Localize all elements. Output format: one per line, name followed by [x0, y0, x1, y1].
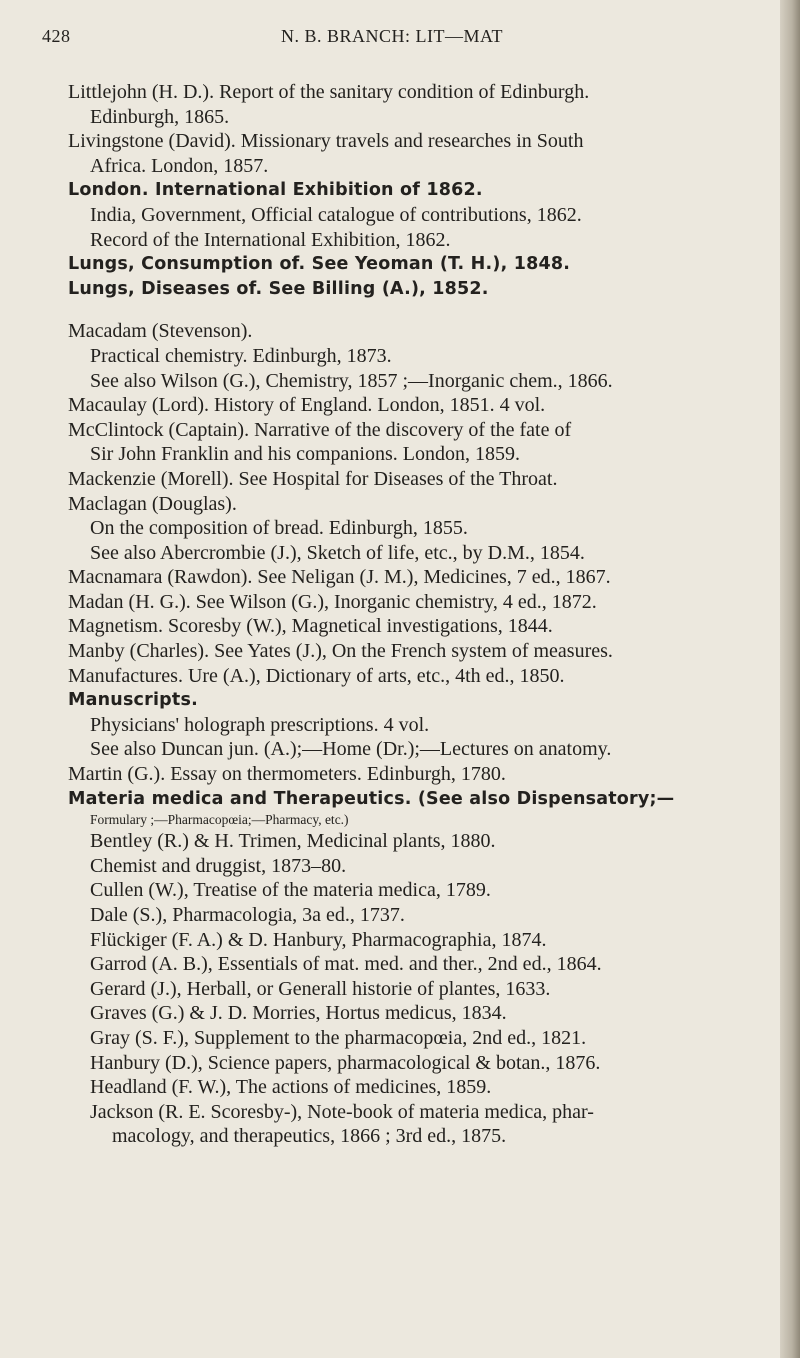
catalogue-entry-line: Record of the International Exhibition, 1862.: [90, 228, 451, 251]
catalogue-entry-line: Bentley (R.) & H. Trimen, Medicinal plants, 1880.: [90, 830, 496, 853]
catalogue-entry-line: See also Abercrombie (J.), Sketch of life, etc., by D.M., 1854.: [90, 541, 585, 564]
catalogue-entry-line: Madan (H. G.). See Wilson (G.), Inorganic chemistry, 4 ed., 1872.: [68, 590, 597, 613]
catalogue-entry-line: Magnetism. Scoresby (W.), Magnetical investigations, 1844.: [68, 615, 553, 638]
catalogue-entry-line: Jackson (R. E. Scoresby-), Note-book of materia medica, phar-: [90, 1100, 594, 1123]
catalogue-entry-line: Garrod (A. B.), Essentials of mat. med. and ther., 2nd ed., 1864.: [90, 953, 602, 976]
page-number: 428: [42, 26, 71, 46]
catalogue-entry-line: Materia medica and Therapeutics. (See also Dispensatory;—: [68, 788, 675, 809]
catalogue-entry-line: London. International Exhibition of 1862.: [68, 180, 483, 201]
catalogue-entry-line: Cullen (W.), Treatise of the materia medica, 1789.: [90, 879, 491, 902]
catalogue-entry-line: Formulary ;—Pharmacopœia;—Pharmacy, etc.): [90, 812, 349, 828]
catalogue-entry-line: macology, and therapeutics, 1866 ; 3rd ed., 1875.: [112, 1125, 507, 1148]
catalogue-entry-line: India, Government, Official catalogue of contributions, 1862.: [90, 203, 582, 226]
catalogue-entry-line: Manby (Charles). See Yates (J.), On the French system of measures.: [68, 640, 613, 663]
catalogue-entry-line: Macnamara (Rawdon). See Neligan (J. M.), Medicines, 7 ed., 1867.: [68, 566, 611, 589]
catalogue-entry-line: Practical chemistry. Edinburgh, 1873.: [90, 344, 392, 367]
catalogue-entry-line: Gerard (J.), Herball, or Generall historie of plantes, 1633.: [90, 977, 551, 1000]
catalogue-entry-line: Macaulay (Lord). History of England. London, 1851. 4 vol.: [68, 394, 546, 417]
catalogue-entry-line: Headland (F. W.), The actions of medicines, 1859.: [90, 1076, 492, 1099]
catalogue-entry-line: See also Wilson (G.), Chemistry, 1857 ;—Inorganic chem., 1866.: [90, 369, 613, 392]
catalogue-entry-line: Lungs, Diseases of. See Billing (A.), 1852.: [68, 278, 489, 299]
catalogue-entry-line: See also Duncan jun. (A.);—Home (Dr.);—Lectures on anatomy.: [90, 738, 612, 761]
catalogue-entry-line: Africa. London, 1857.: [90, 154, 269, 177]
catalogue-entry-line: Hanbury (D.), Science papers, pharmacological & botan., 1876.: [90, 1051, 601, 1074]
catalogue-entry-line: Mackenzie (Morell). See Hospital for Diseases of the Throat.: [68, 467, 558, 490]
catalogue-entry-line: McClintock (Captain). Narrative of the discovery of the fate of: [68, 418, 572, 441]
catalogue-entries: [68, 80, 758, 1149]
catalogue-entry-line: Manuscripts.: [68, 690, 198, 711]
catalogue-entry-line: Littlejohn (H. D.). Report of the sanitary condition of Edinburgh.: [68, 81, 590, 103]
catalogue-entry-line: Livingstone (David). Missionary travels and researches in South: [68, 130, 584, 153]
catalogue-entry-line: Edinburgh, 1865.: [90, 105, 230, 128]
catalogue-entry-line: Physicians' holograph prescriptions. 4 vol.: [90, 713, 430, 736]
catalogue-entry-line: Macadam (Stevenson).: [68, 320, 253, 343]
catalogue-entry-line: Gray (S. F.), Supplement to the pharmacopœia, 2nd ed., 1821.: [90, 1026, 587, 1049]
catalogue-entry-line: Chemist and druggist, 1873–80.: [90, 854, 347, 877]
page-header: [42, 26, 742, 50]
catalogue-entry-line: Sir John Franklin and his companions. London, 1859.: [90, 443, 520, 466]
catalogue-entry-line: Flückiger (F. A.) & D. Hanbury, Pharmacographia, 1874.: [90, 928, 547, 951]
catalogue-entry-line: Lungs, Consumption of. See Yeoman (T. H.), 1848.: [68, 254, 571, 275]
page-edge: [780, 0, 800, 1358]
catalogue-entry-line: Dale (S.), Pharmacologia, 3a ed., 1737.: [90, 904, 405, 926]
catalogue-entry-line: Graves (G.) & J. D. Morries, Hortus medicus, 1834.: [90, 1002, 507, 1025]
catalogue-entry-line: On the composition of bread. Edinburgh, 1855.: [90, 517, 468, 540]
running-head: N. B. BRANCH: LIT—MAT: [280, 26, 503, 46]
catalogue-entry-line: Manufactures. Ure (A.), Dictionary of arts, etc., 4th ed., 1850.: [68, 664, 565, 687]
catalogue-entry-line: Martin (G.). Essay on thermometers. Edinburgh, 1780.: [68, 763, 506, 786]
catalogue-entry-line: Maclagan (Douglas).: [68, 492, 237, 515]
